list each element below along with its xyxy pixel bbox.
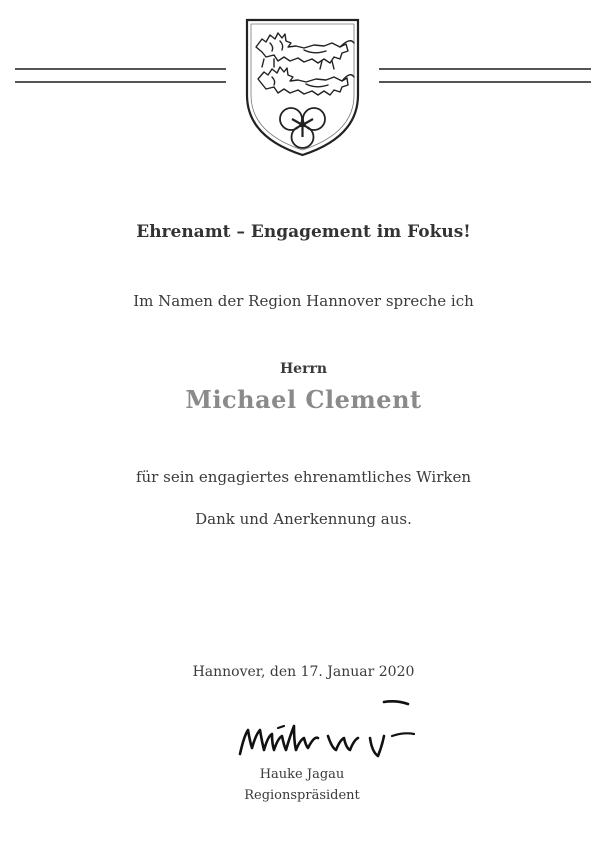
left-rule-bottom — [15, 81, 226, 83]
recipient-name: Michael Clement — [185, 385, 422, 414]
intro-text: Im Namen der Region Hannover spreche ich — [133, 292, 474, 310]
certificate-title: Ehrenamt – Engagement im Fokus! — [136, 222, 471, 242]
signer-title: Regionspräsident — [244, 788, 360, 803]
signer-name: Hauke Jagau — [259, 767, 345, 782]
thanks-text: Dank und Anerkennung aus. — [195, 510, 412, 528]
right-rule-bottom — [379, 81, 591, 83]
coat-of-arms-icon — [244, 17, 361, 158]
place-date: Hannover, den 17. Januar 2020 — [192, 664, 415, 680]
right-rule-top — [379, 68, 591, 70]
reason-text: für sein engagiertes ehrenamtliches Wirken — [135, 468, 472, 486]
left-rule-top — [15, 68, 226, 70]
signature-icon — [232, 696, 418, 766]
salutation: Herrn — [279, 361, 328, 377]
